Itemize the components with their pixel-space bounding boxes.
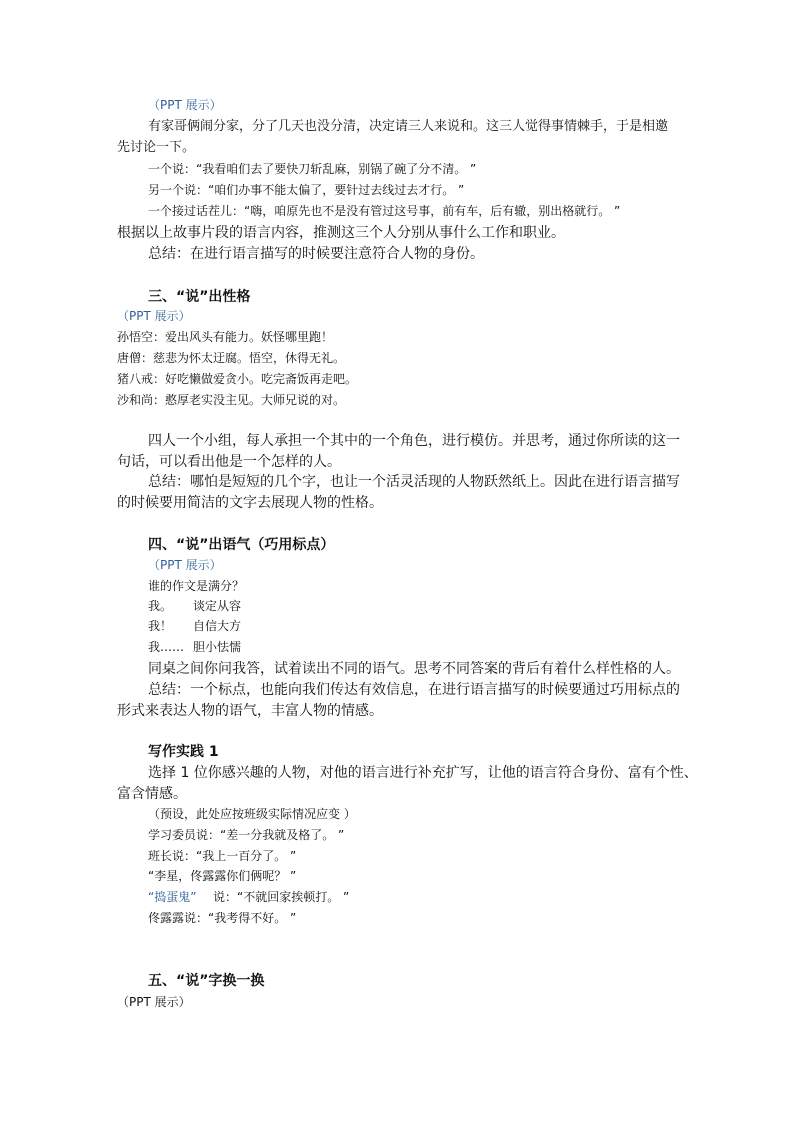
example-line: 学习委员说：“差一分我就及格了。 ” — [148, 828, 345, 842]
prankster-label: “捣蛋鬼” — [148, 890, 197, 904]
summary-line: 的时候要用简洁的文字去展现人物的性格。 — [117, 495, 383, 511]
answer-word: 我…… — [148, 640, 185, 654]
character-line: 唐僧：慈悲为怀太迂腐。悟空，休得无礼。 — [117, 351, 346, 365]
summary-line: 总结：哪怕是短短的几个字，也让一个活灵活现的人物跃然纸上。因此在进行语言描写 — [148, 474, 680, 490]
practice-task-line: 富含情感。 — [117, 786, 187, 802]
answer-description: 胆小怯懦 — [193, 640, 242, 654]
dialog-line: 另一个说：“咱们办事不能太偏了，要针过去线过去才行。 ” — [148, 183, 465, 197]
example-line: 佟露露说：“我考得不好。 ” — [148, 911, 297, 925]
story-paragraph-line: 有家哥俩闹分家，分了几天也没分清，决定请三人来说和。这三人觉得事情棘手，于是相邀 — [148, 119, 669, 134]
practice-task-line: 选择 1 位你感兴趣的人物，对他的语言进行补充扩写，让他的语言符合身份、富有个性、 — [148, 765, 698, 781]
practice-heading: 写作实践 1 — [148, 744, 219, 760]
answer-description: 谈定从容 — [193, 599, 242, 613]
dialog-line: 一个说：“我看咱们去了要快刀斩乱麻，别锅了碗了分不清。 ” — [148, 162, 477, 176]
story-paragraph-line: 先讨论一下。 — [117, 140, 196, 155]
ppt-note: （PPT 展示） — [117, 309, 191, 323]
example-line: 班长说：“我上一百分了。 ” — [148, 849, 297, 863]
section-heading: 四、“说”出语气（巧用标点） — [148, 537, 335, 553]
section-heading: 五、“说”字换一换 — [148, 973, 265, 989]
character-line: 孙悟空：爱出风头有能力。妖怪哪里跑！ — [117, 330, 334, 344]
summary-line: 形式来表达人物的语气，丰富人物的情感。 — [117, 703, 383, 719]
question-line: 根据以上故事片段的语言内容，推测这三个人分别从事什么工作和职业。 — [117, 225, 565, 241]
character-line: 猪八戒：好吃懒做爱贪小。吃完斋饭再走吧。 — [117, 372, 358, 386]
dialog-line: 一个接过话茬儿：“嗨，咱原先也不是没有管过这号事，前有车，后有辙，别出格就行。 ” — [148, 204, 621, 218]
summary-line: 总结：在进行语言描写的时候要注意符合人物的身份。 — [148, 246, 484, 262]
answer-description: 自信大方 — [193, 619, 242, 633]
task-paragraph-line: 句话，可以看出他是一个怎样的人。 — [117, 454, 341, 470]
answer-word: 我！ — [148, 619, 173, 633]
character-line: 沙和尚：憨厚老实没主见。大师兄说的对。 — [117, 393, 346, 407]
task-paragraph-line: 四人一个小组，每人承担一个其中的一个角色，进行模仿。并思考，通过你所读的这一 — [148, 433, 680, 449]
section-heading: 三、“说”出性格 — [148, 289, 251, 305]
task-line: 同桌之间你问我答，试着读出不同的语气。思考不同答案的背后有着什么样性格的人。 — [148, 661, 680, 677]
summary-line: 总结：一个标点，也能向我们传达有效信息，在进行语言描写的时候要通过巧用标点的 — [148, 682, 680, 698]
ppt-note: （PPT 展示） — [117, 995, 191, 1009]
example-line: 说：“不就回家挨顿打。 ” — [213, 890, 350, 904]
preset-note: （预设，此处应按班级实际情况应变 ） — [148, 807, 356, 821]
example-line: “李星，佟露露你们俩呢？ ” — [148, 869, 297, 883]
question-line: 谁的作文是满分？ — [148, 579, 245, 593]
answer-word: 我。 — [148, 599, 173, 613]
ppt-note: （PPT 展示） — [148, 558, 222, 572]
ppt-note: （PPT 展示） — [148, 98, 222, 112]
